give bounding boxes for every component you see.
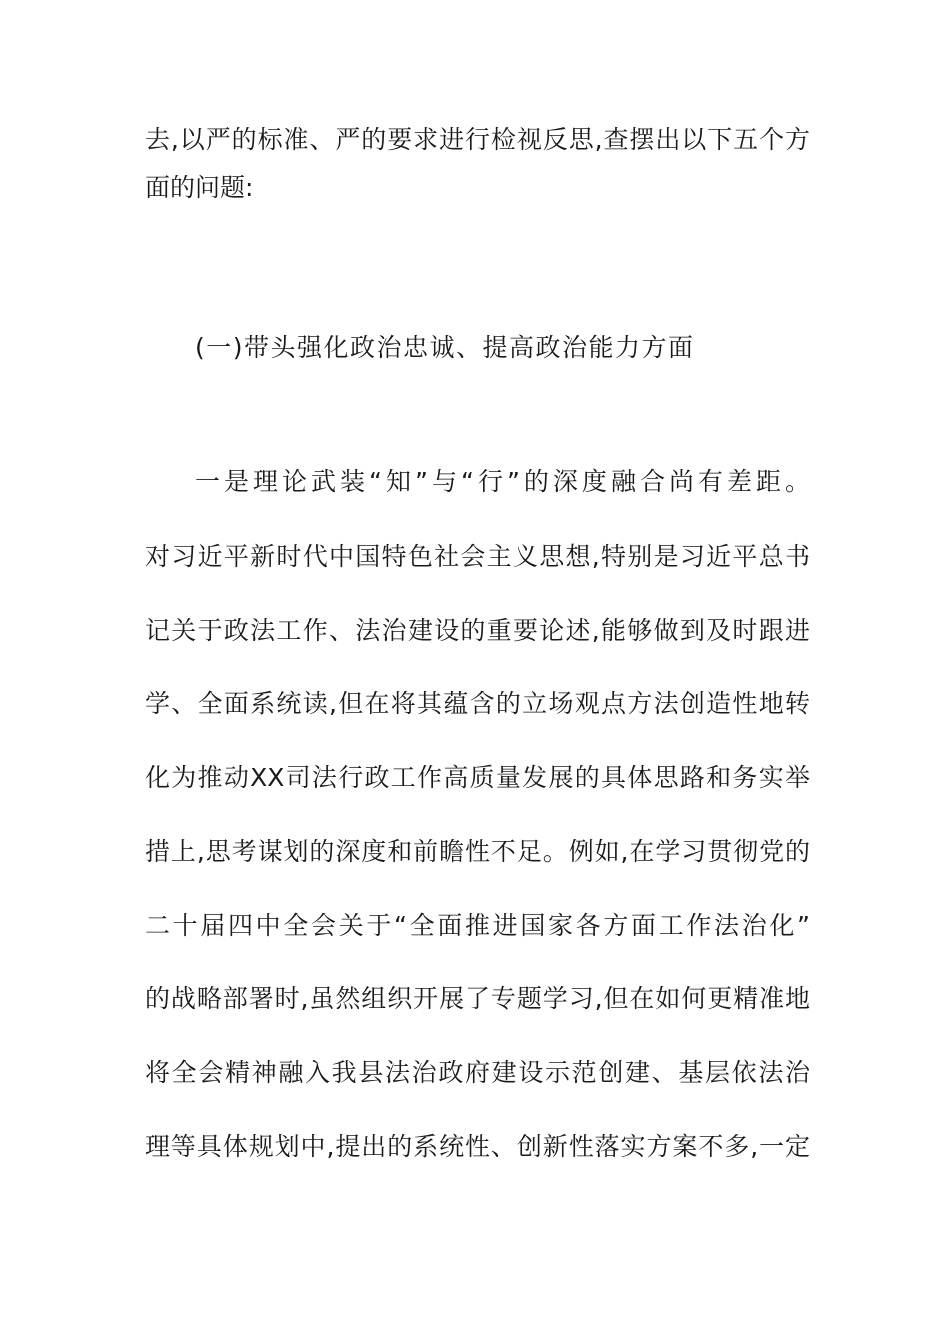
paragraph-line-5: 化为推动XX司法行政工作高质量发展的具体思路和务实举 — [145, 763, 810, 792]
section-heading: (一)带头强化政治忠诚、提高政治能力方面 — [195, 333, 695, 362]
paragraph-line-10: 理等具体规划中,提出的系统性、创新性落实方案不多,一定 — [145, 1132, 810, 1161]
intro-line-1: 去,以严的标准、严的要求进行检视反思,查摆出以下五个方 — [145, 125, 810, 154]
intro-line-2: 面的问题: — [145, 173, 254, 202]
paragraph-line-6: 措上,思考谋划的深度和前瞻性不足。例如,在学习贯彻党的 — [145, 837, 810, 866]
paragraph-line-4: 学、全面系统读,但在将其蕴含的立场观点方法创造性地转 — [145, 689, 810, 718]
paragraph-line-1: 一是理论武装“知”与“行”的深度融合尚有差距。 — [195, 467, 810, 496]
paragraph-line-2: 对习近平新时代中国特色社会主义思想,特别是习近平总书 — [145, 542, 810, 571]
paragraph-line-9: 将全会精神融入我县法治政府建设示范创建、基层依法治 — [145, 1058, 810, 1087]
paragraph-line-3: 记关于政法工作、法治建设的重要论述,能够做到及时跟进 — [145, 616, 810, 645]
paragraph-line-8: 的战略部署时,虽然组织开展了专题学习,但在如何更精准地 — [145, 984, 810, 1013]
paragraph-line-7: 二十届四中全会关于“全面推进国家各方面工作法治化” — [145, 911, 810, 940]
